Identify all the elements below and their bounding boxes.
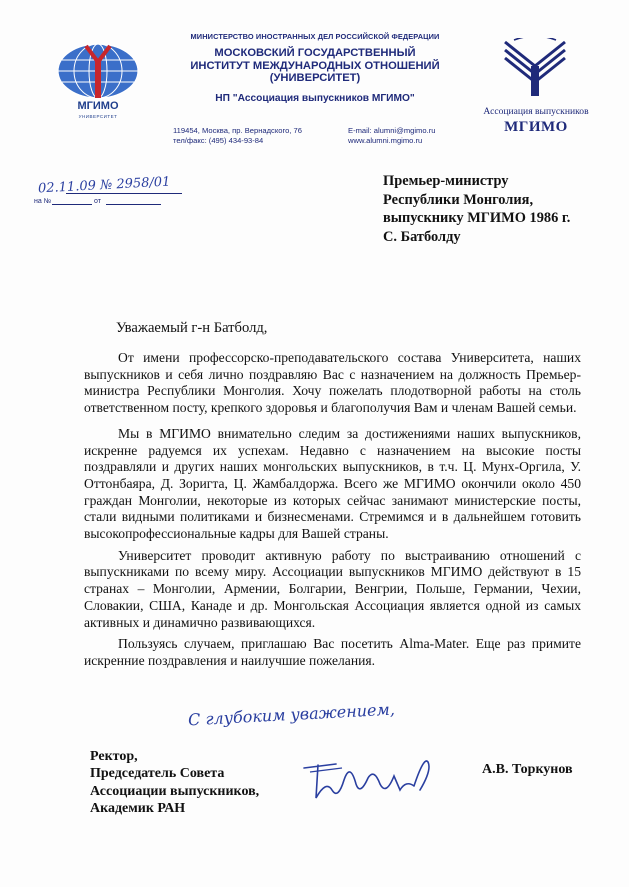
signer-title-line-4: Академик РАН (90, 801, 186, 817)
university-name-line-3: (УНИВЕРСИТЕТ) (269, 72, 361, 85)
paragraph-4: Пользуясь случаем, приглашаю Вас посетить Alma-Mater. Еще раз примите искренние поздравления и наилучшие пожелания. (84, 636, 581, 668)
phone: тел/факс: (495) 434-93-84 (173, 136, 264, 145)
email: E-mail: alumni@mgimo.ru (348, 126, 436, 135)
paragraph-1: От имени профессорско-преподавательского состава Университета, наших выпускников и себя лично поздравляю Вас с назначением на должность Премьер-министра Республики Монголия. Хочу пожелать плодотворной работы на столь ответственном посту, крепкого здоровья и благополучия Вам и членам Вашей семьи. (84, 350, 581, 416)
address: 119454, Москва, пр. Вернадского, 76 (173, 126, 302, 135)
addressee-line-3: выпускнику МГИМО 1986 г. (383, 210, 571, 226)
addressee-line-2: Республики Монголия, (383, 191, 534, 208)
outgoing-number-line (66, 193, 182, 194)
university-name-line-2: ИНСТИТУТ МЕЖДУНАРОДНЫХ ОТНОШЕНИЙ (190, 59, 440, 72)
association-logo-icon (500, 38, 570, 98)
contact-address-block (173, 126, 302, 146)
addressee-line-1: Премьер-министру (383, 173, 509, 189)
logo-left-text: МГИМО (77, 100, 119, 112)
handwritten-closing: С глубоким уважением, (187, 699, 396, 730)
paragraph-2: Мы в МГИМО внимательно следим за достижениями наших выпускников, искренне радуемся их успехам. Недавно с назначением на высокие посты поздравляли и других наших монгольских выпускников, в т.ч. Ц. Мунх-Оргила, У. Оттонбаяра, Д. Зоригта, Ц. Жамбалдоржа. Всего же МГИМО окончили около 450 граждан Монголии, некоторые из которых сейчас занимают министерские посты, стали видными политиками и бизнесменами. Стремимся и в дальнейшем готовить высокопрофессиональные кадры для Вашей страны. (84, 425, 581, 542)
ot-blank (106, 196, 161, 205)
ot-label: от (94, 198, 101, 205)
contact-web-block (348, 126, 435, 146)
na-blank (52, 196, 92, 205)
handwritten-outgoing-number: 02.11.09 № 2958/01 (37, 174, 171, 197)
na-label: на № (34, 198, 52, 205)
signer-title-line-2: Председатель Совета (90, 766, 225, 782)
letter-body (84, 350, 581, 679)
addressee-line-4: С. Батболду (383, 228, 461, 245)
handwritten-signature (296, 750, 446, 808)
signer-title-block (90, 748, 259, 818)
signer-name: А.В. Торкунов (482, 762, 573, 777)
logo-left-subtext: УНИВЕРСИТЕТ (78, 114, 118, 119)
signer-title-line-3: Ассоциации выпускников, (90, 783, 260, 799)
salutation: Уважаемый г-н Батболд, (116, 320, 268, 336)
ministry-name: МИНИСТЕРСТВО ИНОСТРАННЫХ ДЕЛ РОССИЙСКОЙ ФЕДЕРАЦИИ (190, 32, 440, 41)
reference-number-line (34, 196, 194, 208)
association-logo-line-2: МГИМО (504, 119, 568, 135)
paragraph-3: Университет проводит активную работу по выстраиванию отношений с выпускниками по всему миру. Ассоциации выпускников МГИМО действуют в 15 странах – Монголии, Армении, Болгарии, Венгрии, Польше, Германии, Чехии, Словакии, США, Канаде и др. Монгольская Ассоциация является одной из самых активных и динамично развивающихся. (84, 547, 581, 630)
letterhead (150, 32, 480, 104)
website: www.alumni.mgimo.ru (348, 136, 423, 145)
addressee-block (383, 172, 603, 246)
association-name: НП "Ассоциация выпускников МГИМО" (215, 92, 415, 104)
signer-title-line-1: Ректор, (90, 749, 138, 764)
university-name-line-1: МОСКОВСКИЙ ГОСУДАРСТВЕННЫЙ (214, 47, 416, 59)
association-logo-text (466, 106, 606, 136)
association-logo-line-1: Ассоциация выпускников (483, 106, 589, 117)
